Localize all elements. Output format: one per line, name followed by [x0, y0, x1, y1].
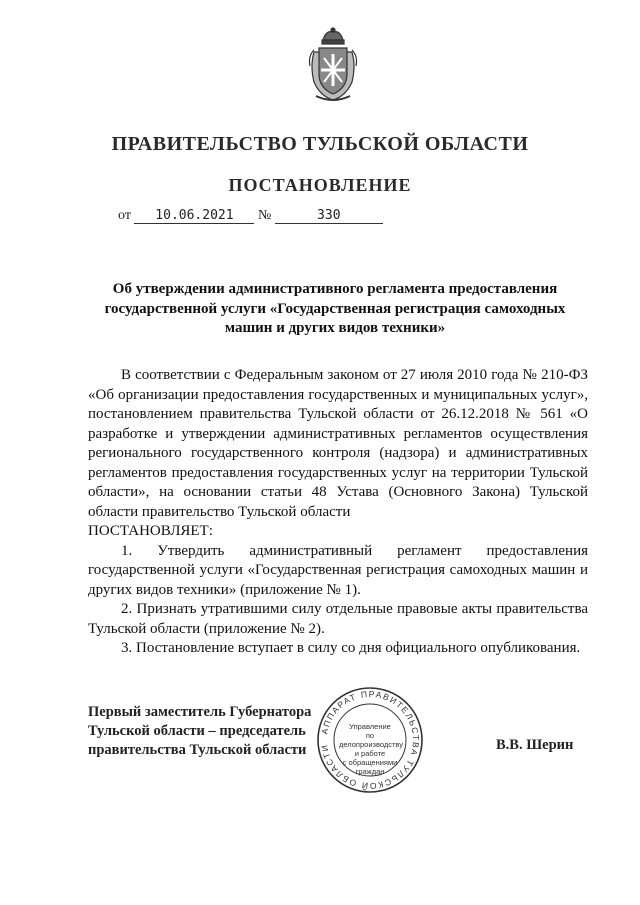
list-item: 3. Постановление вступает в силу со дня официального опубликования. — [121, 640, 581, 656]
resolves-paragraph: ПОСТАНОВЛЯЕТ: — [88, 523, 213, 539]
list-item: 2. Признать утратившими силу отдельные правовые акты правительства Тульской области (приложение № 2). — [88, 601, 588, 637]
signer-position-line: Первый заместитель Губернатора — [88, 704, 312, 720]
organization-name: ПРАВИТЕЛЬСТВО ТУЛЬСКОЙ ОБЛАСТИ — [111, 133, 529, 155]
signer-position — [88, 703, 311, 760]
date-prefix: от — [118, 208, 131, 223]
signer-position-line: Тульской области – председатель — [88, 723, 306, 739]
document-body — [88, 366, 588, 659]
number-prefix: № — [257, 208, 272, 223]
signer-position-line: правительства Тульской области — [88, 742, 307, 758]
document-type: ПОСТАНОВЛЕНИЕ — [228, 175, 412, 195]
document-number: 330 — [275, 208, 383, 224]
stamp-line: граждан — [355, 767, 385, 776]
document-title: Об утверждении административного регламента предоставления государственной услуги «Государственная регистрация самоходных машин и других видов техники» — [104, 281, 566, 336]
signer-name: В.В. Шерин — [496, 737, 574, 753]
stamp-line: с обращениями — [342, 758, 398, 767]
stamp-ring-text: АППАРАТ ПРАВИТЕЛЬСТВА ТУЛЬСКОЙ ОБЛАСТИ — [319, 688, 422, 792]
date-number-line — [118, 208, 383, 224]
document-date: 10.06.2021 — [134, 208, 254, 224]
stamp-line: Управление — [349, 722, 391, 731]
stamp-line: и работе — [354, 749, 386, 758]
preamble-paragraph: В соответствии с Федеральным законом от 27 июля 2010 года № 210-ФЗ «Об организации предоставления государственных и муниципальных услуг», постановлением правительства Тульской области от 26.12.2018 № 561 «О разработке и утверждении административных регламентов осуществления регионального государственного контроля (надзора) и административных регламентов предоставления государственных услуг на территории Тульской области», на основании статьи 48 Устава (Основного Закона) Тульской области правительство Тульской области — [88, 367, 588, 520]
list-item: 1. Утвердить административный регламент предоставления государственной услуги «Государственная регистрация самоходных машин и других видов техники» (приложение № 1). — [88, 542, 588, 598]
coat-of-arms-emblem — [306, 26, 360, 104]
stamp-center-text — [339, 722, 401, 776]
stamp-line: по делопроизводству — [339, 731, 403, 749]
